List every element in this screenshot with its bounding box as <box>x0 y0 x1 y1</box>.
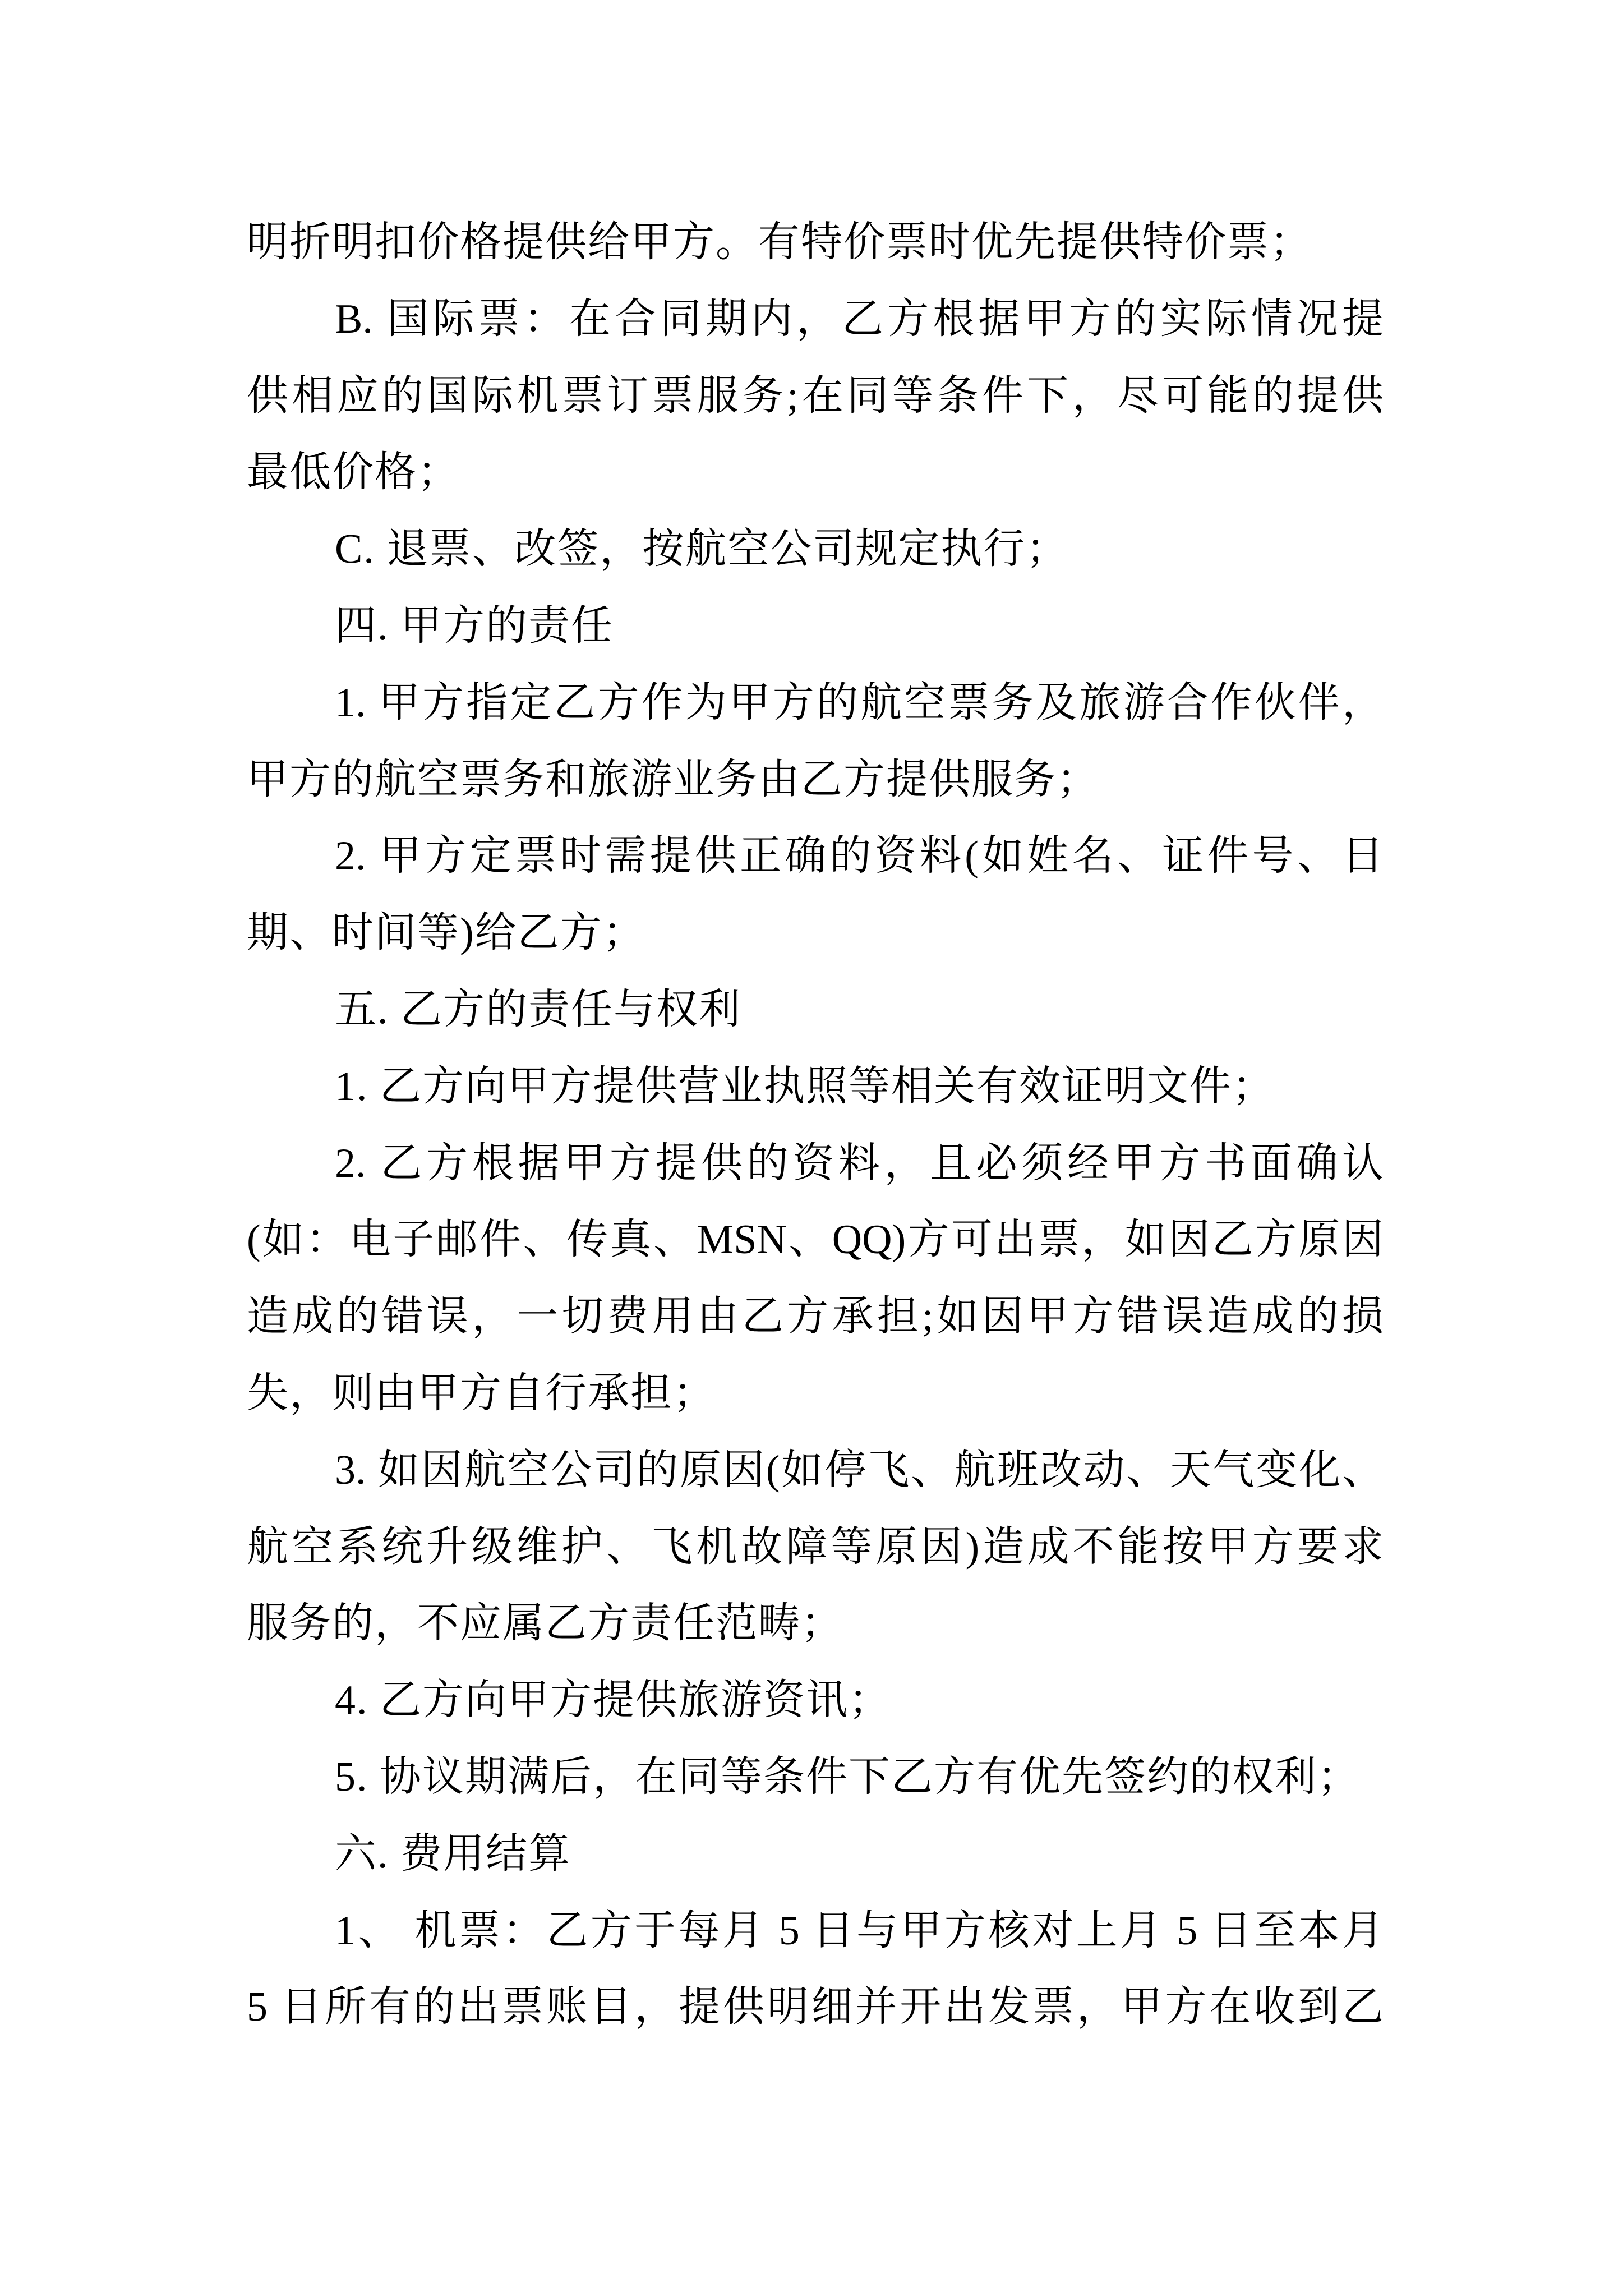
text-line: 甲方的航空票务和旅游业务由乙方提供服务； <box>247 756 1099 803</box>
section-heading-text: 四. 甲方的责任 <box>335 602 614 649</box>
text-line: 2. 甲方定票时需提供正确的资料(如姓名、证件号、日 <box>335 833 1384 880</box>
section-heading-text: 六. 费用结算 <box>335 1830 571 1877</box>
text-line: 5. 协议期满后，在同等条件下乙方有优先签约的权利； <box>335 1754 1360 1800</box>
text-line: C. 退票、改签，按航空公司规定执行； <box>335 526 1069 573</box>
document-body <box>247 204 1384 2046</box>
section-heading-text: 五. 乙方的责任与权利 <box>335 986 741 1033</box>
text-line: 1. 甲方指定乙方作为甲方的航空票务及旅游合作伙伴， <box>335 679 1384 726</box>
section-heading <box>247 588 1384 665</box>
paragraph <box>247 1125 1384 1432</box>
text-line: 5 日所有的出票账目，提供明细并开出发票，甲方在收到乙 <box>247 1984 1384 2031</box>
text-line: 最低价格； <box>247 449 460 496</box>
section-heading <box>247 972 1384 1048</box>
text-line: B. 国际票：在合同期内，乙方根据甲方的实际情况提 <box>335 296 1384 342</box>
paragraph <box>247 1662 1384 1739</box>
text-line: (如：电子邮件、传真、MSN、QQ)方可出票，如因乙方原因 <box>247 1217 1384 1263</box>
text-line: 2. 乙方根据甲方提供的资料，且必须经甲方书面确认 <box>335 1140 1384 1186</box>
paragraph <box>247 1893 1384 2046</box>
paragraph <box>247 818 1384 972</box>
paragraph <box>247 1048 1384 1125</box>
text-line: 明折明扣价格提供给甲方。有特价票时优先提供特价票； <box>247 219 1312 265</box>
text-line: 3. 如因航空公司的原因(如停飞、航班改动、天气变化、 <box>335 1447 1384 1493</box>
text-line: 造成的错误，一切费用由乙方承担;如因甲方错误造成的损 <box>247 1294 1384 1340</box>
paragraph <box>247 204 1384 281</box>
paragraph <box>247 665 1384 818</box>
paragraph <box>247 281 1384 511</box>
text-line: 航空系统升级维护、飞机故障等原因)造成不能按甲方要求 <box>247 1524 1384 1570</box>
text-line: 供相应的国际机票订票服务;在同等条件下，尽可能的提供 <box>247 372 1384 419</box>
paragraph <box>247 1739 1384 1816</box>
section-heading <box>247 1816 1384 1893</box>
paragraph <box>247 511 1384 588</box>
text-line: 服务的，不应属乙方责任范畴； <box>247 1600 843 1647</box>
paragraph <box>247 1432 1384 1662</box>
text-line: 4. 乙方向甲方提供旅游资讯； <box>335 1677 891 1724</box>
text-line: 期、时间等)给乙方； <box>247 910 645 956</box>
text-line: 失，则由甲方自行承担； <box>247 1370 716 1416</box>
text-line: 1、 机票：乙方于每月 5 日与甲方核对上月 5 日至本月 <box>335 1907 1384 1954</box>
text-line: 1. 乙方向甲方提供营业执照等相关有效证明文件； <box>335 1063 1275 1110</box>
